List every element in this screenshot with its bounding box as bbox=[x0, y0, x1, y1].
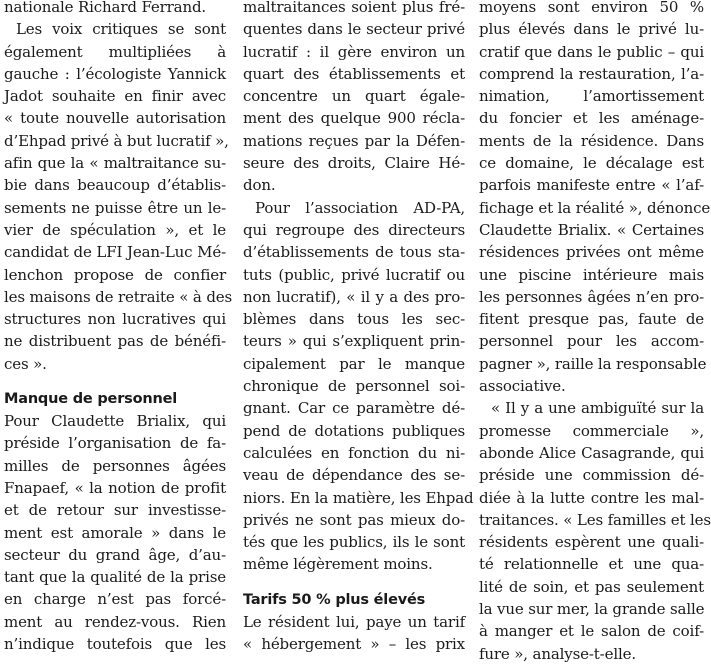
col1-paragraph-1 bbox=[4, 0, 226, 18]
text-line: ments de la résidence. Dans bbox=[479, 131, 704, 150]
text-line: bie dans beaucoup d’établis- bbox=[4, 176, 226, 195]
text-line: moyens sont environ 50 % bbox=[479, 0, 704, 16]
text-line: privés ne sont pas mieux do- bbox=[243, 510, 465, 529]
text-line: qui regroupe des directeurs bbox=[243, 220, 465, 239]
text-line: Jadot souhaite en finir avec bbox=[4, 87, 226, 106]
text-line: Les voix critiques se sont bbox=[16, 20, 226, 39]
text-line: « Il y a une ambiguïté sur la bbox=[491, 399, 704, 418]
text-line: tuts (public, privé lucratif ou bbox=[243, 265, 465, 284]
text-line: lucratif : il gère environ un bbox=[243, 42, 465, 61]
text-line: diée à la lutte contre les mal- bbox=[479, 488, 704, 507]
text-line: Pour Claudette Brialix, qui bbox=[4, 412, 226, 431]
text-line: maltraitances soient plus fré- bbox=[243, 0, 465, 16]
text-line: associative. bbox=[479, 377, 566, 396]
text-line: même légèrement moins. bbox=[243, 555, 433, 574]
text-line: cipalement par le manque bbox=[243, 354, 465, 373]
text-line: d’établissements de tous sta- bbox=[243, 243, 465, 262]
text-line: résidences privées ont même bbox=[479, 243, 704, 262]
section-gap bbox=[243, 576, 465, 589]
text-line: fitent presque pas, faute de bbox=[479, 310, 704, 329]
text-line: sements ne puisse être un le- bbox=[4, 198, 226, 217]
text-line: abonde Alice Casagrande, qui bbox=[479, 443, 704, 462]
text-line: ne distribuent pas de bénéfi- bbox=[4, 332, 226, 351]
text-line: té relationnelle et une qua- bbox=[479, 555, 704, 574]
text-line: une piscine intérieure mais bbox=[479, 265, 704, 284]
text-line: niors. En la matière, les Ehpad bbox=[243, 488, 474, 507]
text-line: tés que les publics, ils le sont bbox=[243, 533, 465, 552]
text-line: ment est amorale » dans le bbox=[4, 523, 226, 542]
text-line: la vue sur mer, la grande salle bbox=[479, 600, 705, 619]
text-line: « toute nouvelle autorisation bbox=[4, 109, 226, 128]
text-line: secteur du grand âge, d’au- bbox=[4, 545, 226, 564]
section-gap bbox=[4, 375, 226, 388]
text-line: Claudette Brialix. « Certaines bbox=[479, 220, 704, 239]
text-line: don. bbox=[243, 176, 276, 195]
text-line: ment des quelque 900 récla- bbox=[243, 109, 465, 128]
col1-paragraph-2 bbox=[4, 18, 233, 375]
text-line: calculées en fonction du ni- bbox=[243, 443, 465, 462]
text-line: blèmes dans tous les sec- bbox=[243, 310, 465, 329]
text-line: concentre un quart égale- bbox=[243, 87, 465, 106]
text-line: vier de spéculation », et le bbox=[4, 220, 226, 239]
text-line: milles de personnes âgées bbox=[4, 456, 226, 475]
text-line: nationale Richard Ferrand. bbox=[4, 0, 207, 16]
text-line: veau de dépendance des se- bbox=[243, 466, 465, 485]
text-line: également multipliées à bbox=[4, 42, 226, 61]
text-line: afin que la « maltraitance su- bbox=[4, 154, 226, 173]
text-line: préside une commission dé- bbox=[479, 466, 704, 485]
text-line: quentes dans le secteur privé bbox=[243, 20, 465, 39]
text-line: d’Ehpad privé à but lucratif », bbox=[4, 131, 229, 150]
col2-paragraph-2 bbox=[243, 197, 474, 576]
text-line: structures non lucratives qui bbox=[4, 310, 226, 329]
text-line: gnant. Car ce paramètre dé- bbox=[243, 399, 465, 418]
text-line: chronique de personnel soi- bbox=[243, 377, 465, 396]
text-line: et de retour sur investisse- bbox=[4, 501, 226, 520]
text-line: du foncier et les aménage- bbox=[479, 109, 704, 128]
column-3 bbox=[479, 0, 711, 665]
text-line: quart des établissements et bbox=[243, 64, 465, 83]
text-line: Le résident lui, paye un tarif bbox=[243, 612, 465, 631]
text-line: pagner », raille la responsable bbox=[479, 354, 707, 373]
col3-paragraph-1 bbox=[479, 0, 711, 397]
text-line: comprend la restauration, l’a- bbox=[479, 64, 704, 83]
text-line: les maisons de retraite « à des bbox=[4, 287, 233, 306]
text-line: en charge n’est pas forcé- bbox=[4, 590, 226, 609]
text-line: personnel pour les accom- bbox=[479, 332, 704, 351]
text-line: à manger et le salon de coif- bbox=[479, 622, 704, 641]
text-line: nimation, l’amortissement bbox=[479, 87, 704, 106]
text-line: candidat de LFI Jean-Luc Mé- bbox=[4, 243, 226, 262]
text-line: tant que la qualité de la prise bbox=[4, 568, 226, 587]
text-line: fichage et la réalité », dénonce bbox=[479, 198, 711, 217]
text-line: pend de dotations publiques bbox=[243, 421, 465, 440]
text-line: ment au rendez-vous. Rien bbox=[4, 612, 226, 631]
col2-paragraph-3 bbox=[243, 611, 465, 656]
col2-paragraph-1 bbox=[243, 0, 465, 197]
text-line: teurs » qui s’expliquent prin- bbox=[243, 332, 465, 351]
column-2 bbox=[243, 0, 474, 655]
text-line: cratif que dans le public – qui bbox=[479, 42, 704, 61]
text-line: plus élevés dans le privé lu- bbox=[479, 20, 704, 39]
text-line: Pour l’association AD-PA, bbox=[255, 198, 465, 217]
text-line: mations reçues par la Défen- bbox=[243, 131, 465, 150]
text-line: résidents espèrent une quali- bbox=[479, 533, 704, 552]
text-line: lenchon propose de confier bbox=[4, 265, 226, 284]
text-line: Fnapaef, « la notion de profit bbox=[4, 478, 226, 497]
text-line: parfois manifeste entre « l’af- bbox=[479, 176, 704, 195]
text-line: fure », analyse-t-elle. bbox=[479, 644, 636, 663]
section-heading-tarifs: Tarifs 50 % plus élevés bbox=[243, 591, 426, 608]
column-1 bbox=[4, 0, 233, 655]
text-line: traitances. « Les familles et les bbox=[479, 510, 711, 529]
text-line: n’indique toutefois que les bbox=[4, 635, 226, 654]
col1-paragraph-3 bbox=[4, 410, 226, 655]
text-line: ce domaine, le décalage est bbox=[479, 154, 704, 173]
col3-paragraph-2 bbox=[479, 397, 711, 665]
text-line: préside l’organisation de fa- bbox=[4, 434, 226, 453]
text-line: les personnes âgées n’en pro- bbox=[479, 287, 704, 306]
text-line: « hébergement » – les prix bbox=[243, 635, 465, 654]
text-line: lité de soin, et pas seulement bbox=[479, 577, 704, 596]
text-line: gauche : l’écologiste Yannick bbox=[4, 64, 226, 83]
text-line: ces ». bbox=[4, 354, 47, 373]
section-heading-personnel: Manque de personnel bbox=[4, 391, 177, 408]
text-line: seure des droits, Claire Hé- bbox=[243, 154, 465, 173]
text-line: promesse commerciale », bbox=[479, 421, 704, 440]
text-line: non lucratif), « il y a des pro- bbox=[243, 287, 465, 306]
